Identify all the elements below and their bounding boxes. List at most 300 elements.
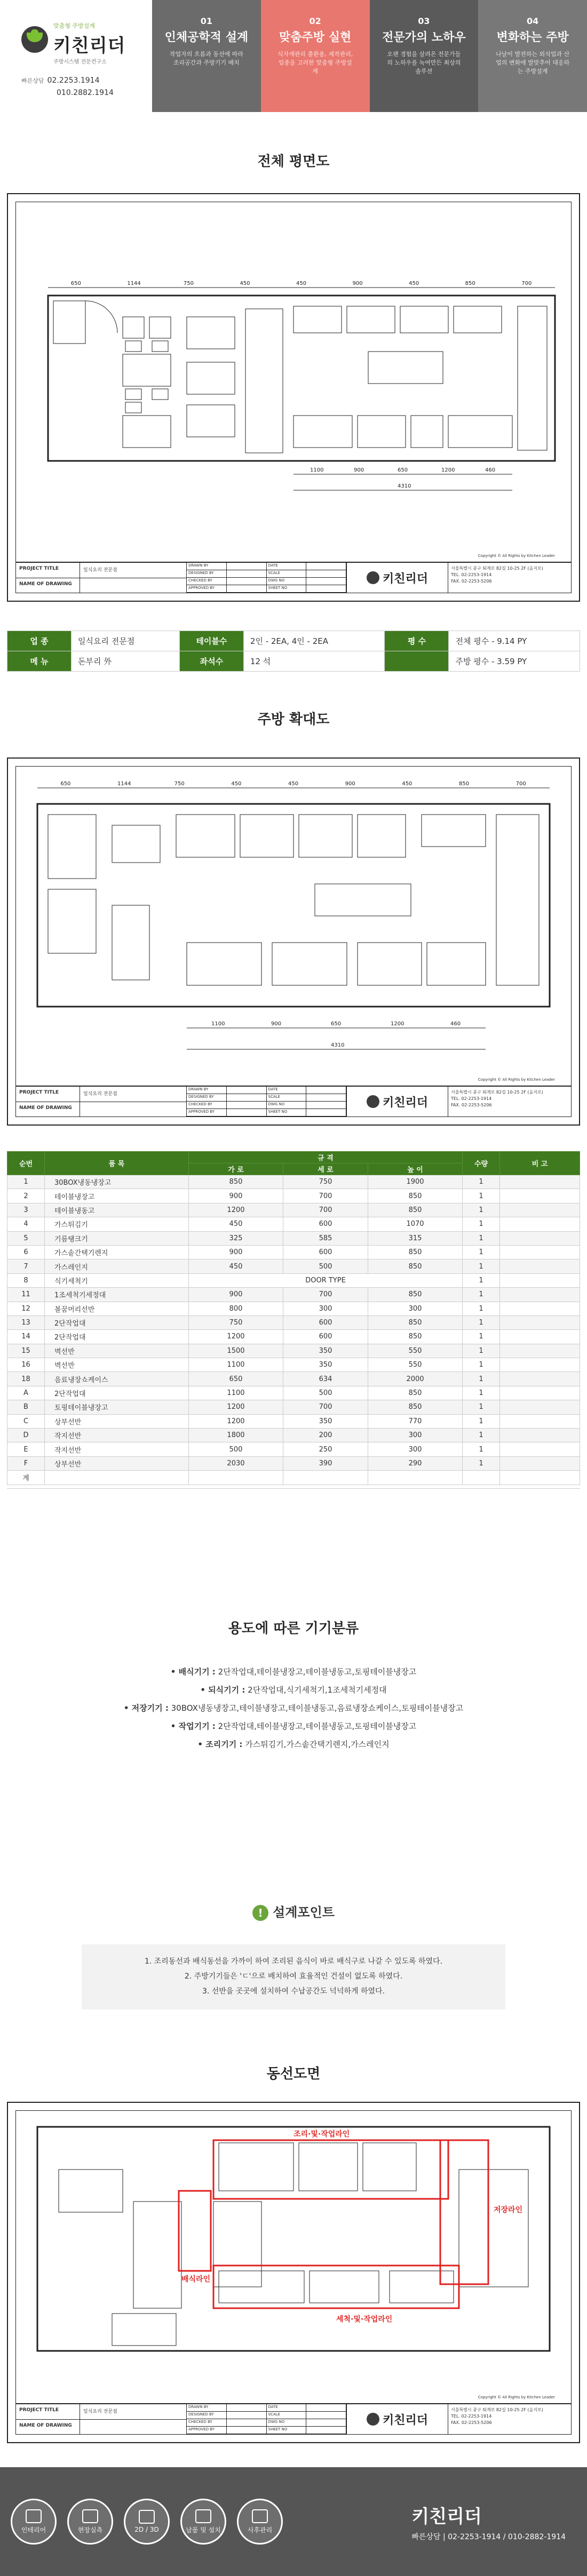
table-cell: 300 bbox=[368, 1442, 463, 1456]
table-cell: 850 bbox=[368, 1245, 463, 1259]
copyright bbox=[478, 553, 555, 559]
site-measure-button[interactable]: 현장실측 bbox=[67, 2499, 113, 2545]
feature-text: 식자재관리 출환용, 제작관리, 업종을 고려한 맞춤형 주방설계 bbox=[277, 51, 353, 75]
table-cell bbox=[500, 1442, 580, 1456]
table-cell bbox=[500, 1344, 580, 1358]
table-cell: F bbox=[7, 1456, 45, 1470]
table-cell: E bbox=[7, 1442, 45, 1456]
exclamation-icon: ! bbox=[252, 1905, 268, 1921]
title-block-logo: 키친리더 bbox=[347, 563, 448, 593]
measure-icon bbox=[82, 2509, 98, 2523]
dimension-label: 750 bbox=[174, 781, 185, 787]
floor-plan-frame bbox=[7, 193, 580, 602]
design-2d3d-button[interactable]: 2D / 3D bbox=[124, 2499, 170, 2545]
list-item: • 작업기기 : 2단작업대,테이블냉장고,테이블냉동고,토핑테이블냉장고 bbox=[170, 1721, 417, 1731]
dimension-label: 450 bbox=[240, 281, 250, 286]
dimension-label: 1200 bbox=[441, 467, 455, 473]
feature-title: 전문가의 노하우 bbox=[382, 31, 466, 44]
table-cell bbox=[500, 1245, 580, 1259]
feature-card-4 bbox=[478, 0, 587, 112]
table-cell: 8 bbox=[7, 1273, 45, 1287]
dimension-label: 900 bbox=[345, 781, 355, 787]
dimension-label: 650 bbox=[60, 781, 71, 787]
table-cell bbox=[500, 1414, 580, 1428]
table-row: 메 뉴 돈부리 外 좌석수 12 석 주방 평수 - 3.59 PY bbox=[7, 651, 580, 672]
logo-subtitle: 주방시스템 전문컨구소 bbox=[53, 59, 107, 65]
table-cell bbox=[500, 1330, 580, 1344]
table-cell: 작지선반 bbox=[45, 1429, 189, 1442]
table-cell: 1 bbox=[463, 1231, 500, 1245]
dimension-label: 650 bbox=[331, 1021, 342, 1027]
list-item: • 되식기기 : 2단작업대,식기세척기,1조세척기세정대 bbox=[200, 1685, 387, 1695]
table-cell: 700 bbox=[283, 1400, 368, 1414]
table-cell: 300 bbox=[283, 1302, 368, 1315]
table-cell: 700 bbox=[283, 1203, 368, 1217]
dimension-label: 450 bbox=[288, 781, 299, 787]
delivery-button[interactable]: 납품 및 설치 bbox=[180, 2499, 226, 2545]
table-cell: 테이블냉동고 bbox=[45, 1203, 189, 1217]
list-item: 3. 선반을 곳곳에 설치하여 수납공간도 넉넉하게 하였다. bbox=[202, 1987, 385, 1996]
table-cell: 1 bbox=[463, 1217, 500, 1231]
feature-num: 01 bbox=[200, 16, 212, 26]
dimension-label: 650 bbox=[70, 281, 81, 286]
flow-label-store: 저장라인 bbox=[494, 2206, 523, 2214]
copyright-text: Copyright © All Rights by Kitchen Leader bbox=[478, 554, 555, 558]
table-row bbox=[7, 1302, 580, 1315]
flow-label-cook: 조리·및·작업라인 bbox=[294, 2130, 350, 2139]
dim-total: 4310 bbox=[331, 1042, 345, 1048]
table-cell bbox=[500, 1302, 580, 1315]
table-cell: 900 bbox=[189, 1189, 283, 1203]
table-cell: 작지선반 bbox=[45, 1442, 189, 1456]
table-cell: C bbox=[7, 1414, 45, 1428]
dimension-label: 450 bbox=[231, 781, 242, 787]
table-cell: 30BOX냉동냉장고 bbox=[45, 1175, 189, 1189]
project-info-table bbox=[7, 631, 580, 672]
table-cell: 500 bbox=[189, 1442, 283, 1456]
table-cell: 850 bbox=[368, 1386, 463, 1400]
feature-card-2 bbox=[261, 0, 370, 112]
header bbox=[0, 0, 587, 112]
table-cell: 가스레인지 bbox=[45, 1259, 189, 1273]
phone-1[interactable]: 02.2253.1914 bbox=[47, 76, 100, 85]
table-cell: 250 bbox=[283, 1442, 368, 1456]
table-cell: 770 bbox=[368, 1414, 463, 1428]
dimension-label: 900 bbox=[271, 1021, 282, 1027]
table-cell bbox=[500, 1259, 580, 1273]
drawing-area bbox=[15, 202, 572, 562]
table-cell: 1 bbox=[463, 1330, 500, 1344]
logo-name: 키친리더 bbox=[53, 35, 126, 57]
table-cell: 900 bbox=[189, 1288, 283, 1302]
dimension-label: 450 bbox=[296, 281, 307, 286]
phone-2[interactable]: 010.2882.1914 bbox=[57, 89, 114, 97]
logo-area[interactable] bbox=[0, 0, 152, 112]
table-cell: 350 bbox=[283, 1414, 368, 1428]
table-cell bbox=[500, 1456, 580, 1470]
table-cell: 14 bbox=[7, 1330, 45, 1344]
title-block bbox=[15, 562, 572, 593]
table-cell: 1 bbox=[463, 1442, 500, 1456]
table-row bbox=[7, 1471, 580, 1485]
table-cell bbox=[500, 1372, 580, 1386]
table-cell: 1200 bbox=[189, 1330, 283, 1344]
drawing-name-label: NAME OF DRAWING bbox=[19, 581, 72, 587]
table-cell: 600 bbox=[283, 1245, 368, 1259]
usage-list bbox=[0, 1663, 587, 1753]
list-item: • 조리기기 : 가스튀김기,가스솥간택기렌지,가스레인지 bbox=[197, 1740, 390, 1749]
table-cell: 4 bbox=[7, 1217, 45, 1231]
pot-logo-icon bbox=[367, 1095, 379, 1108]
section-title-flow: 동선도면 bbox=[266, 2066, 321, 2082]
table-cell: 850 bbox=[189, 1175, 283, 1189]
pot-logo-icon bbox=[367, 571, 379, 584]
monitor-icon bbox=[139, 2510, 155, 2524]
tools-icon bbox=[252, 2509, 268, 2523]
table-cell: D bbox=[7, 1429, 45, 1442]
table-cell: 300 bbox=[368, 1302, 463, 1315]
table-cell: 550 bbox=[368, 1344, 463, 1358]
table-cell: 볼꿈머리선반 bbox=[45, 1302, 189, 1315]
table-cell bbox=[463, 1471, 500, 1485]
table-cell: 벽선반 bbox=[45, 1344, 189, 1358]
table-cell bbox=[368, 1471, 463, 1485]
table-cell: 750 bbox=[189, 1315, 283, 1329]
table-cell: 가스솥간택기렌지 bbox=[45, 1245, 189, 1259]
table-cell: 2 bbox=[7, 1189, 45, 1203]
table-cell: 500 bbox=[283, 1259, 368, 1273]
table-row bbox=[7, 1245, 580, 1259]
table-cell: 1200 bbox=[189, 1400, 283, 1414]
table-row bbox=[7, 1259, 580, 1273]
dimension-label: 850 bbox=[459, 781, 470, 787]
table-cell: 500 bbox=[283, 1386, 368, 1400]
feature-title: 인체공학적 설계 bbox=[164, 31, 249, 44]
dimension-label: 900 bbox=[352, 281, 363, 286]
table-cell: 1800 bbox=[189, 1429, 283, 1442]
table-cell bbox=[500, 1400, 580, 1414]
table-cell: 1200 bbox=[189, 1203, 283, 1217]
section-title-kitchen-plan: 주방 확대도 bbox=[257, 712, 330, 728]
equipment-table bbox=[7, 1151, 580, 1485]
table-cell: 식기세척기 bbox=[45, 1273, 189, 1287]
table-row bbox=[7, 1358, 580, 1372]
table-cell: 2000 bbox=[368, 1372, 463, 1386]
footer bbox=[0, 2467, 587, 2576]
table-cell: 2030 bbox=[189, 1456, 283, 1470]
table-row bbox=[7, 1217, 580, 1231]
interior-icon bbox=[26, 2509, 42, 2523]
table-cell: 350 bbox=[283, 1344, 368, 1358]
table-cell: 상부선반 bbox=[45, 1414, 189, 1428]
table-cell: 16 bbox=[7, 1358, 45, 1372]
table-cell: 1 bbox=[463, 1414, 500, 1428]
dimension-label: 750 bbox=[183, 281, 194, 286]
dimension-label: 700 bbox=[521, 281, 532, 286]
table-cell: 1조세척기세정대 bbox=[45, 1288, 189, 1302]
table-cell: 290 bbox=[368, 1456, 463, 1470]
dimension-label: 460 bbox=[450, 1021, 461, 1027]
table-cell bbox=[500, 1217, 580, 1231]
table-cell: 18 bbox=[7, 1372, 45, 1386]
flow-plan-drawing bbox=[16, 2111, 572, 2397]
divider bbox=[7, 1488, 580, 1489]
project-title-label: PROJECT TITLE bbox=[16, 563, 80, 578]
dimension-label: 650 bbox=[398, 467, 408, 473]
table-cell: 550 bbox=[368, 1358, 463, 1372]
col-header: 비 고 bbox=[500, 1152, 580, 1175]
table-cell bbox=[500, 1386, 580, 1400]
feature-num: 04 bbox=[526, 16, 539, 26]
table-cell: 벽선반 bbox=[45, 1358, 189, 1372]
dimension-label: 1100 bbox=[211, 1021, 225, 1027]
dimension-label: 450 bbox=[409, 281, 419, 286]
feature-card-3 bbox=[370, 0, 479, 112]
points-heading: ! 설계포인트 bbox=[0, 1902, 587, 1921]
dimension-label: 850 bbox=[465, 281, 475, 286]
title-block: PROJECT TITLE NAME OF DRAWING 일식요리 전문점 DRAWN BY DATE DESIGNED BY SCALE CHECKED BY DWG NO APPROVED BY SHEET NO 키친리더 서울특별시 중구 퇴계로 82길 10-25 2F (을지로) TEL. 02-2253-1914 FAX. 02-2253-5206 bbox=[15, 1086, 572, 1117]
flow-label-serve: 배식라인 bbox=[181, 2275, 211, 2284]
section-title-usage: 용도에 따른 기기분류 bbox=[228, 1621, 359, 1637]
table-cell: 3 bbox=[7, 1203, 45, 1217]
table-cell bbox=[500, 1315, 580, 1329]
col-header: 규 격 bbox=[189, 1152, 463, 1163]
table-cell: 1100 bbox=[189, 1386, 283, 1400]
table-cell: 1 bbox=[463, 1429, 500, 1442]
floor-plan-drawing bbox=[16, 202, 572, 555]
table-cell: 1200 bbox=[189, 1414, 283, 1428]
table-row bbox=[7, 1386, 580, 1400]
table-cell: 390 bbox=[283, 1456, 368, 1470]
table-row bbox=[7, 1288, 580, 1302]
table-cell: 200 bbox=[283, 1429, 368, 1442]
table-cell: 600 bbox=[283, 1217, 368, 1231]
table-cell bbox=[189, 1471, 283, 1485]
table-row bbox=[7, 1315, 580, 1329]
table-cell: 850 bbox=[368, 1288, 463, 1302]
truck-icon bbox=[195, 2509, 211, 2523]
pot-logo-icon bbox=[367, 2413, 379, 2426]
table-cell: 600 bbox=[283, 1315, 368, 1329]
table-row bbox=[7, 1203, 580, 1217]
table-cell: 700 bbox=[283, 1189, 368, 1203]
table-row bbox=[7, 1456, 580, 1470]
phone-label: 빠른상담 bbox=[21, 77, 44, 84]
table-cell bbox=[283, 1471, 368, 1485]
table-cell: A bbox=[7, 1386, 45, 1400]
copyright-text: Copyright © All Rights by Kitchen Leader bbox=[478, 1078, 555, 1082]
title-block: PROJECT TITLE NAME OF DRAWING 일식요리 전문점 DRAWN BY DATE DESIGNED BY SCALE CHECKED BY DWG NO APPROVED BY SHEET NO 키친리더 서울특별시 중구 퇴계로 82길 10-25 2F (을지로) TEL. 02-2253-1914 FAX. 02-2253-5206 bbox=[15, 2404, 572, 2435]
table-row bbox=[7, 1414, 580, 1428]
table-cell: 1500 bbox=[189, 1344, 283, 1358]
table-cell: 2단작업대 bbox=[45, 1386, 189, 1400]
list-item: • 저장기기 : 30BOX냉동냉장고,테이블냉장고,테이블냉동고,음료냉장쇼케이스,토핑테이블냉장고 bbox=[123, 1703, 464, 1713]
feature-text: 작업자의 흐름과 동선에 따라 조리공간과 주방기기 배치 bbox=[169, 51, 243, 66]
flow-plan-frame bbox=[7, 2102, 580, 2443]
table-cell: 850 bbox=[368, 1259, 463, 1273]
table-cell: 1 bbox=[463, 1358, 500, 1372]
col-header: 수량 bbox=[463, 1152, 500, 1175]
dimension-label: 700 bbox=[515, 781, 526, 787]
table-cell: 1 bbox=[463, 1386, 500, 1400]
table-cell: 1100 bbox=[189, 1358, 283, 1372]
table-cell: 계 bbox=[7, 1471, 45, 1485]
copyright bbox=[478, 1077, 555, 1082]
table-cell: 325 bbox=[189, 1231, 283, 1245]
footer-logo[interactable] bbox=[411, 2502, 566, 2542]
dimension-label: 900 bbox=[354, 467, 364, 473]
table-cell: 450 bbox=[189, 1217, 283, 1231]
points-box bbox=[82, 1944, 505, 2009]
dimension-label: 1144 bbox=[127, 281, 141, 286]
col-header: 순번 bbox=[7, 1152, 45, 1175]
table-cell bbox=[500, 1175, 580, 1189]
feature-card-1 bbox=[152, 0, 261, 112]
equipment-table-body bbox=[7, 1175, 580, 1485]
kitchen-plan-drawing bbox=[16, 767, 572, 1079]
title-block-address: 서울특별시 중구 퇴계로 82길 10-25 2F (을지로) TEL. 02-2253-1914 FAX. 02-2253-5206 bbox=[451, 566, 543, 584]
feature-text: 오랜 경험을 살려온 전문가들의 노하우를 녹여만든 최상의 솔루션 bbox=[387, 51, 461, 75]
table-cell: 1 bbox=[463, 1456, 500, 1470]
table-cell: 테이블냉장고 bbox=[45, 1189, 189, 1203]
table-cell: 850 bbox=[368, 1400, 463, 1414]
table-cell: 1900 bbox=[368, 1175, 463, 1189]
table-cell bbox=[500, 1203, 580, 1217]
table-cell: 850 bbox=[368, 1330, 463, 1344]
table-cell: 1 bbox=[463, 1203, 500, 1217]
table-cell bbox=[45, 1471, 189, 1485]
table-cell: 315 bbox=[368, 1231, 463, 1245]
feature-text: 나날이 발전하는 외식업과 산업의 변화에 발맞추어 대응하는 주방설계 bbox=[496, 51, 570, 75]
col-subheader: 세 로 bbox=[283, 1163, 368, 1175]
table-cell: 585 bbox=[283, 1231, 368, 1245]
feature-num: 02 bbox=[309, 16, 321, 26]
table-cell: 12 bbox=[7, 1302, 45, 1315]
flow-label-wash: 세척·및·작업라인 bbox=[336, 2315, 393, 2324]
table-cell: 1 bbox=[7, 1175, 45, 1189]
table-cell: 1 bbox=[463, 1175, 500, 1189]
table-cell: 1 bbox=[463, 1259, 500, 1273]
table-cell bbox=[500, 1429, 580, 1442]
table-cell: 600 bbox=[283, 1330, 368, 1344]
dimension-label: 450 bbox=[402, 781, 413, 787]
title-block-fields: DRAWN BY DATE DESIGNED BY SCALE CHECKED BY DWG NO APPROVED BY SHEET NO bbox=[187, 563, 347, 593]
table-cell: 13 bbox=[7, 1315, 45, 1329]
table-cell: DOOR TYPE bbox=[189, 1273, 463, 1287]
logo-tagline: 맞춤형 주방설계 bbox=[53, 22, 95, 29]
table-row bbox=[7, 1344, 580, 1358]
dimension-label: 1200 bbox=[391, 1021, 404, 1027]
table-cell: 1 bbox=[463, 1372, 500, 1386]
table-row bbox=[7, 1400, 580, 1414]
table-cell: 1 bbox=[463, 1400, 500, 1414]
dimension-label: 1100 bbox=[310, 467, 324, 473]
drawing-area bbox=[15, 2110, 572, 2404]
table-cell: 634 bbox=[283, 1372, 368, 1386]
table-cell: 토핑테이블냉장고 bbox=[45, 1400, 189, 1414]
copyright: Copyright © All Rights by Kitchen Leader bbox=[478, 2395, 555, 2399]
col-subheader: 가 로 bbox=[189, 1163, 283, 1175]
table-cell: 800 bbox=[189, 1302, 283, 1315]
table-cell bbox=[500, 1358, 580, 1372]
table-cell: 850 bbox=[368, 1189, 463, 1203]
table-cell: B bbox=[7, 1400, 45, 1414]
table-cell bbox=[500, 1231, 580, 1245]
table-cell: 700 bbox=[283, 1288, 368, 1302]
table-cell: 15 bbox=[7, 1344, 45, 1358]
table-cell: 850 bbox=[368, 1315, 463, 1329]
pot-logo-icon bbox=[21, 26, 48, 53]
table-cell: 1 bbox=[463, 1344, 500, 1358]
after-service-button[interactable]: 사후관리 bbox=[237, 2499, 283, 2545]
list-item: 2. 주방기기들은 'ㄷ'으로 배치하여 효율적인 건설이 없도록 하였다. bbox=[184, 1972, 403, 1981]
table-row bbox=[7, 1372, 580, 1386]
table-row bbox=[7, 1175, 580, 1189]
table-cell: 300 bbox=[368, 1429, 463, 1442]
footer-contact: 빠른상담 | 02-2253-1914 / 010-2882-1914 bbox=[411, 2532, 566, 2541]
table-cell: 2단작업대 bbox=[45, 1315, 189, 1329]
feature-title: 변화하는 주방 bbox=[496, 31, 569, 44]
table-cell: 기름탱크기 bbox=[45, 1231, 189, 1245]
table-cell bbox=[500, 1471, 580, 1485]
interior-button[interactable]: 인테리어 bbox=[11, 2499, 57, 2545]
table-cell: 11 bbox=[7, 1288, 45, 1302]
table-cell: 1 bbox=[463, 1273, 500, 1287]
table-cell: 1 bbox=[463, 1315, 500, 1329]
footer-logo-name: 키친리더 bbox=[411, 2506, 482, 2527]
table-row bbox=[7, 1231, 580, 1245]
table-cell: 900 bbox=[189, 1245, 283, 1259]
table-cell: 350 bbox=[283, 1358, 368, 1372]
col-header: 품 목 bbox=[45, 1152, 189, 1175]
drawing-area bbox=[15, 766, 572, 1086]
feature-title: 맞춤주방 실현 bbox=[279, 31, 352, 44]
table-cell: 5 bbox=[7, 1231, 45, 1245]
table-cell: 850 bbox=[368, 1203, 463, 1217]
table-cell: 450 bbox=[189, 1259, 283, 1273]
table-cell: 상부선반 bbox=[45, 1456, 189, 1470]
table-row: 업 종 일식요리 전문점 테이블수 2인 - 2EA, 4인 - 2EA 평 수 전체 평수 - 9.14 PY bbox=[7, 631, 580, 651]
dimension-label: 1144 bbox=[117, 781, 131, 787]
table-row bbox=[7, 1442, 580, 1456]
kitchen-plan-frame bbox=[7, 757, 580, 1126]
table-cell: 6 bbox=[7, 1245, 45, 1259]
project-name: 일식요리 전문점 bbox=[80, 563, 186, 578]
feature-num: 03 bbox=[418, 16, 430, 26]
table-row bbox=[7, 1330, 580, 1344]
section-title-floor-plan: 전체 평면도 bbox=[257, 154, 330, 170]
col-subheader: 높 이 bbox=[368, 1163, 463, 1175]
table-cell: 2단작업대 bbox=[45, 1330, 189, 1344]
list-item: 1. 조리동선과 배식동선을 가까이 하여 조리된 음식이 바로 배식구로 나갈 수 있도록 하였다. bbox=[144, 1957, 443, 1966]
table-cell: 7 bbox=[7, 1259, 45, 1273]
table-cell bbox=[500, 1288, 580, 1302]
table-cell: 1 bbox=[463, 1302, 500, 1315]
table-row bbox=[7, 1429, 580, 1442]
dimension-label: 460 bbox=[485, 467, 496, 473]
table-cell bbox=[500, 1273, 580, 1287]
table-cell: 1070 bbox=[368, 1217, 463, 1231]
table-cell: 650 bbox=[189, 1372, 283, 1386]
table-cell bbox=[500, 1189, 580, 1203]
dim-total: 4310 bbox=[398, 483, 411, 489]
table-cell: 음료냉장쇼케이스 bbox=[45, 1372, 189, 1386]
table-row bbox=[7, 1189, 580, 1203]
table-cell: 1 bbox=[463, 1245, 500, 1259]
table-cell: 750 bbox=[283, 1175, 368, 1189]
phone-block bbox=[21, 75, 141, 99]
table-cell: 가스튀김기 bbox=[45, 1217, 189, 1231]
